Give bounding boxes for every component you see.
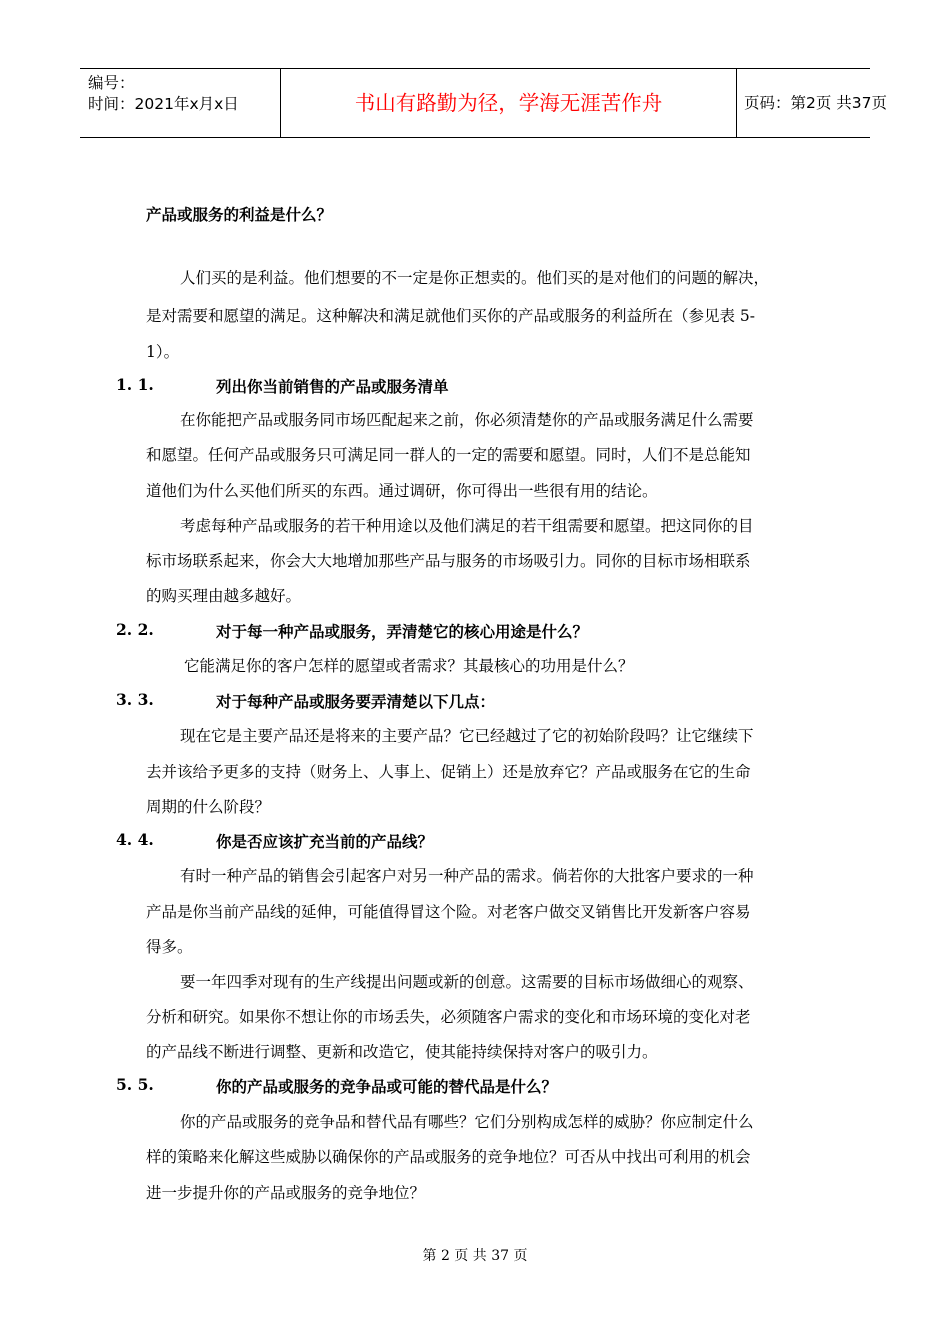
intro-line: 1）。: [146, 343, 180, 361]
page-footer: 第 2 页 共 37 页: [422, 1248, 528, 1264]
paragraph-line: 的购买理由越多越好。: [146, 587, 302, 605]
paragraph-line: 道他们为什么买他们所买的东西。通过调研，你可得出一些很有用的结论。: [146, 482, 658, 500]
paragraph-line: 样的策略来化解这些威胁以确保你的产品或服务的竞争地位？可否从中找出可利用的机会: [146, 1148, 751, 1166]
paragraph-line: 现在它是主要产品还是将来的主要产品？它已经越过了它的初始阶段吗？让它继续下: [180, 727, 754, 745]
section-heading: 对于每一种产品或服务，弄清楚它的核心用途是什么？: [216, 622, 589, 641]
paragraph-line: 它能满足你的客户怎样的愿望或者需求？其最核心的功用是什么？: [184, 657, 634, 675]
paragraph-line: 周期的什么阶段？: [146, 798, 271, 816]
section-number: 3. 3.: [116, 690, 154, 709]
section-number: 1. 1.: [116, 375, 154, 394]
intro-line: 是对需要和愿望的满足。这种解决和满足就他们买你的产品或服务的利益所在（参见表 5-: [146, 307, 756, 325]
paragraph-line: 进一步提升你的产品或服务的竞争地位？: [146, 1184, 426, 1202]
paragraph-line: 的产品线不断进行调整、更新和改造它，使其能持续保持对客户的吸引力。: [146, 1043, 658, 1061]
paragraph-line: 要一年四季对现有的生产线提出问题或新的创意。这需要的目标市场做细心的观察、: [180, 973, 754, 991]
paragraph-line: 得多。: [146, 938, 193, 956]
paragraph-line: 考虑每种产品或服务的若干种用途以及他们满足的若干组需要和愿望。把这同你的目: [180, 517, 754, 535]
paragraph-line: 标市场联系起来，你会大大地增加那些产品与服务的市场吸引力。同你的目标市场相联系: [146, 552, 751, 570]
paragraph-line: 和愿望。任何产品或服务只可满足同一群人的一定的需要和愿望。同时，人们不是总能知: [146, 446, 751, 464]
section-heading: 列出你当前销售的产品或服务清单: [216, 377, 449, 396]
paragraph-line: 你的产品或服务的竞争品和替代品有哪些？它们分别构成怎样的威胁？你应制定什么: [180, 1113, 754, 1131]
paragraph-line: 分析和研究。如果你不想让你的市场丢失，必须随客户需求的变化和市场环境的变化对老: [146, 1008, 751, 1026]
page-header: [80, 68, 888, 138]
section-heading: 你是否应该扩充当前的产品线？: [216, 832, 434, 851]
paragraph-line: 去并该给予更多的支持（财务上、人事上、促销上）还是放弃它？产品或服务在它的生命: [146, 763, 751, 781]
paragraph-line: 在你能把产品或服务同市场匹配起来之前，你必须清楚你的产品或服务满足什么需要: [180, 411, 754, 429]
section-number: 2. 2.: [116, 620, 154, 639]
paragraph-line: 产品是你当前产品线的延伸，可能值得冒这个险。对老客户做交叉销售比开发新客户容易: [146, 903, 751, 921]
intro-line: 人们买的是利益。他们想要的不一定是你正想卖的。他们买的是对他们的问题的解决，: [180, 269, 770, 287]
header-number: 编号：: [88, 74, 135, 92]
section-heading: 对于每种产品或服务要弄清楚以下几点：: [216, 692, 496, 711]
section-number: 4. 4.: [116, 830, 154, 849]
section-number: 5. 5.: [116, 1075, 154, 1094]
section-heading: 你的产品或服务的竞争品或可能的替代品是什么？: [216, 1077, 558, 1096]
header-page-info: 页码：第2页 共37页: [744, 94, 888, 112]
header-meta: [80, 69, 280, 137]
paragraph-line: 有时一种产品的销售会引起客户对另一种产品的需求。倘若你的大批客户要求的一种: [180, 867, 754, 885]
header-motto: 书山有路勤为径，学海无涯苦作舟: [280, 69, 737, 137]
header-time: 时间：2021年x月x日: [88, 95, 239, 113]
section-title: 产品或服务的利益是什么？: [146, 205, 333, 224]
